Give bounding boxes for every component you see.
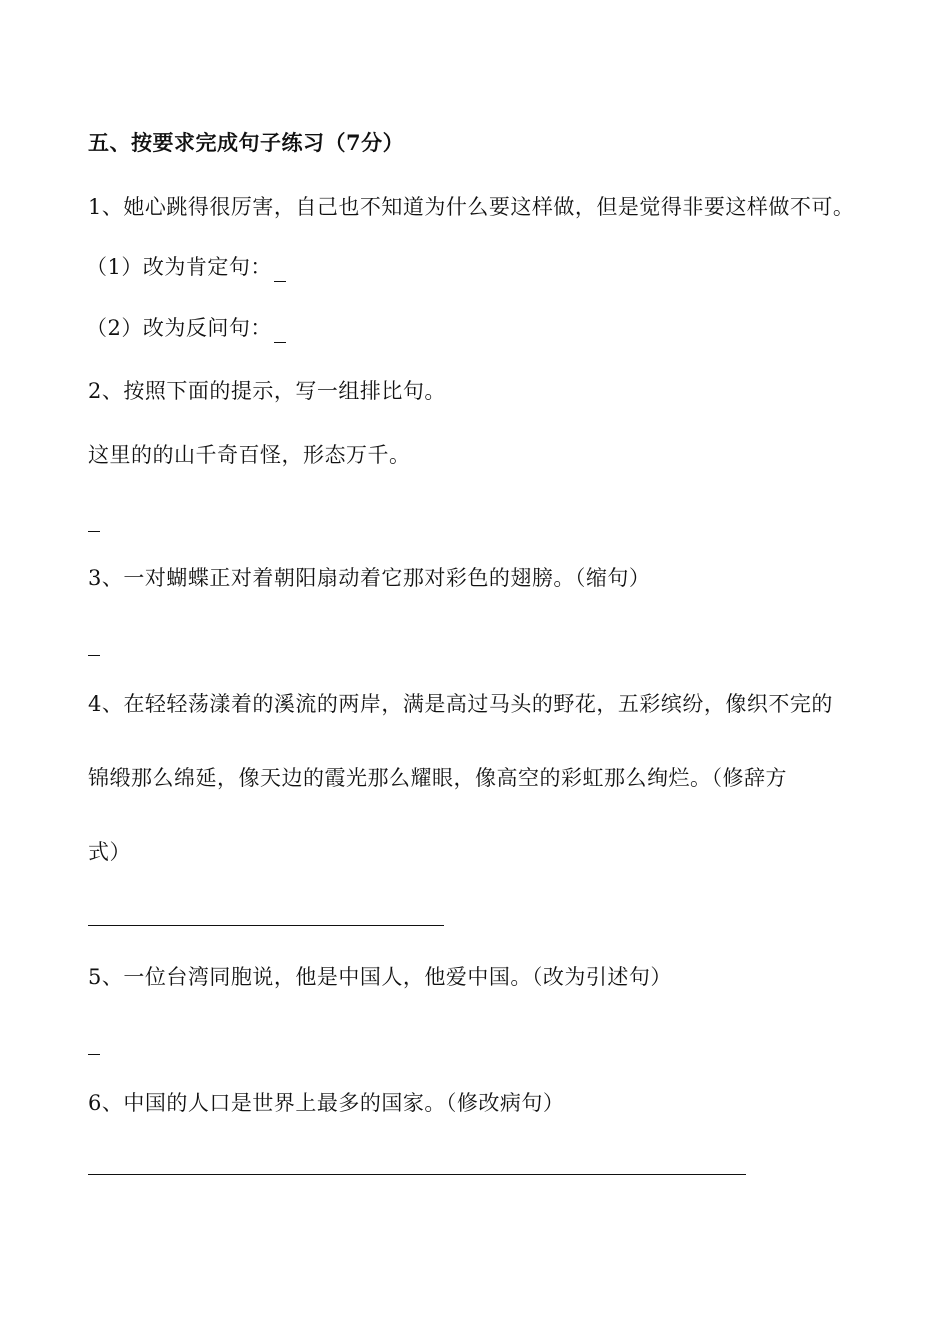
question-2-prompt: 这里的的山千奇百怪，形态万千。 <box>88 443 411 467</box>
question-4-line-1: 4、在轻轻荡漾着的溪流的两岸，满是高过马头的野花，五彩缤纷，像织不完的 <box>88 692 833 716</box>
question-5-text: 5、一位台湾同胞说，他是中国人，他爱中国。（改为引述句） <box>88 965 672 989</box>
answer-line-4[interactable] <box>88 925 444 926</box>
question-1-sub-2 <box>86 313 286 343</box>
question-2-text: 2、按照下面的提示，写一组排比句。 <box>88 379 446 403</box>
answer-blank-3[interactable] <box>88 635 100 656</box>
answer-blank-1-1[interactable] <box>274 261 286 282</box>
question-4-line-3: 式） <box>88 840 131 864</box>
answer-blank-2[interactable] <box>88 511 100 532</box>
question-3-answer <box>88 626 100 656</box>
answer-line-6[interactable] <box>88 1174 746 1175</box>
section-title: 五、按要求完成句子练习（7分） <box>88 130 405 155</box>
question-3-text: 3、一对蝴蝶正对着朝阳扇动着它那对彩色的翅膀。（缩句） <box>88 566 651 590</box>
question-1-sub-1-label: （1）改为肯定句： <box>86 255 272 279</box>
question-2-answer <box>88 502 100 532</box>
answer-blank-5[interactable] <box>88 1034 100 1055</box>
answer-blank-1-2[interactable] <box>274 322 286 343</box>
question-6-text: 6、中国的人口是世界上最多的国家。（修改病句） <box>88 1091 565 1115</box>
question-1-text: 1、她心跳得很厉害，自己也不知道为什么要这样做，但是觉得非要这样做不可。 <box>88 195 855 219</box>
question-1-sub-2-label: （2）改为反问句： <box>86 316 272 340</box>
question-5-answer <box>88 1025 100 1055</box>
question-4-line-2: 锦缎那么绵延，像天边的霞光那么耀眼，像高空的彩虹那么绚烂。（修辞方 <box>88 766 787 790</box>
question-1-sub-1 <box>86 252 286 282</box>
